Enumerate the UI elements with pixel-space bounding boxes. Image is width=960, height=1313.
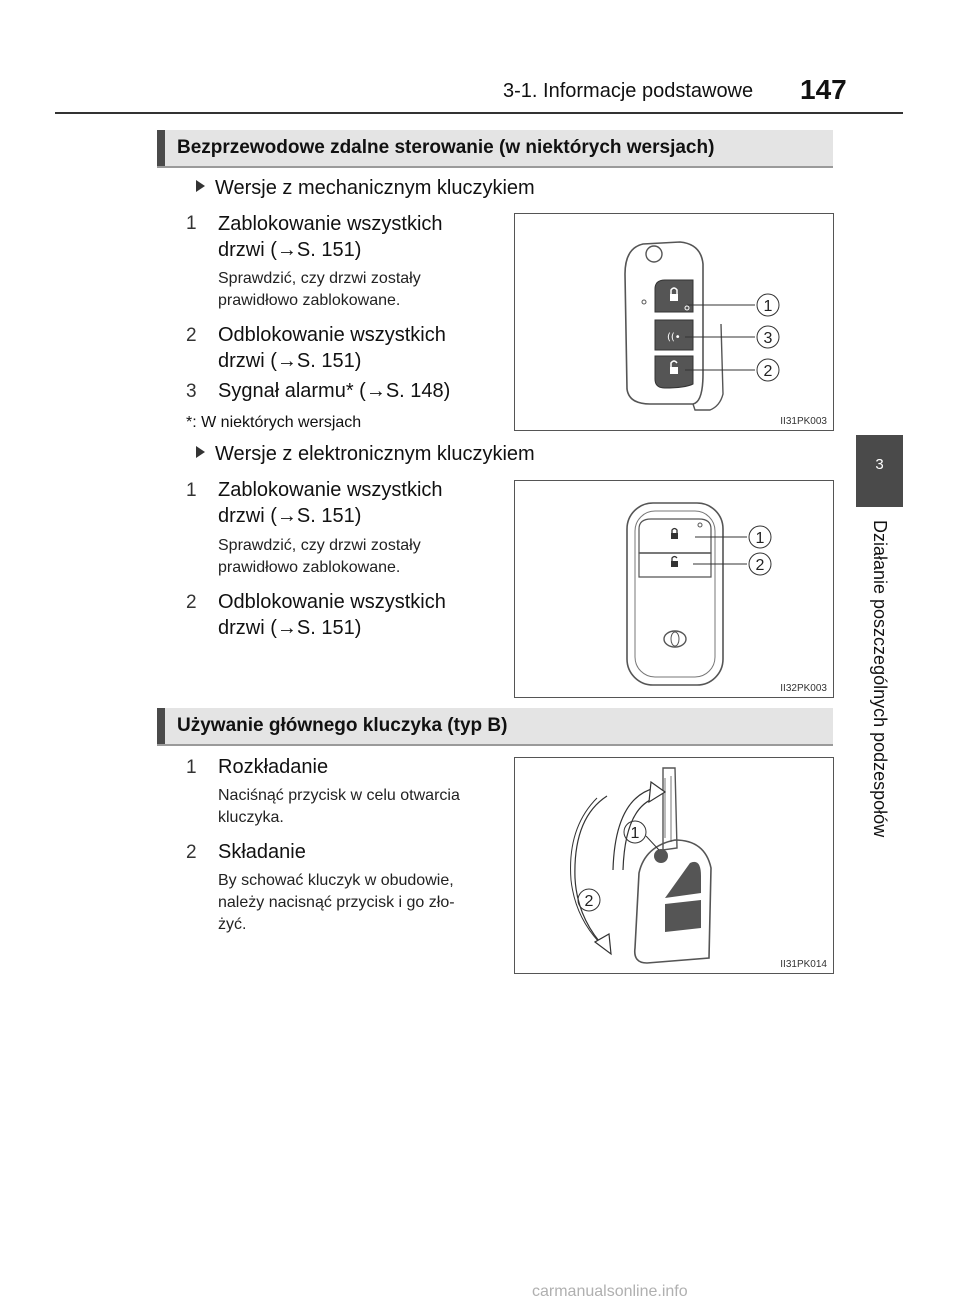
figure-electronic-key [514, 480, 834, 698]
item-number: 1 [186, 757, 197, 778]
item-number: 1 [186, 213, 197, 234]
item-number: 3 [186, 381, 197, 402]
item-title: drzwi (→S. 151) [218, 617, 362, 639]
item-description: żyć. [218, 916, 247, 933]
item-number: 2 [186, 592, 197, 613]
subheading-mechanical: Wersje z mechanicznym kluczykiem [196, 177, 535, 200]
item-title: Odblokowanie wszystkich [218, 591, 446, 613]
item-title: drzwi (→S. 151) [218, 239, 362, 261]
subheading-electronic: Wersje z elektronicznym kluczykiem [196, 443, 535, 466]
fold-key-illustration [515, 758, 835, 975]
flip-key-illustration [515, 214, 835, 432]
watermark: carmanualsonline.info [532, 1283, 688, 1300]
item-description: Sprawdzić, czy drzwi zostały [218, 537, 421, 554]
item-title: Sygnał alarmu* (→S. 148) [218, 380, 451, 402]
item-title: drzwi (→S. 151) [218, 350, 362, 372]
figure-mechanical-key [514, 213, 834, 431]
triangle-bullet-icon [196, 446, 205, 458]
item-description: prawidłowo zablokowane. [218, 559, 401, 576]
section-underline [157, 744, 833, 746]
item-title: Składanie [218, 841, 306, 863]
callout-label: 1 [755, 530, 765, 547]
item-title: drzwi (→S. 151) [218, 505, 362, 527]
item-number: 2 [186, 842, 197, 863]
item-title: Odblokowanie wszystkich [218, 324, 446, 346]
chapter-title: Działanie poszczególnych podzespołów [870, 520, 890, 838]
callout-label: 2 [755, 557, 765, 574]
item-description: Sprawdzić, czy drzwi zostały [218, 270, 421, 287]
triangle-bullet-icon [196, 180, 205, 192]
callout-label: 1 [763, 298, 773, 315]
figure-code: II32PK003 [780, 683, 827, 694]
footnote: *: W niektórych wersjach [186, 414, 362, 431]
item-description: By schować kluczyk w obudowie, [218, 872, 454, 889]
callout-label: 3 [763, 330, 773, 347]
section-underline [157, 166, 833, 168]
section-heading-master-key: Używanie głównego kluczyka (typ B) [157, 708, 833, 744]
figure-master-key-fold [514, 757, 834, 974]
callout-label: 1 [630, 825, 640, 842]
figure-code: II31PK003 [780, 416, 827, 427]
page-number: 147 [800, 74, 847, 105]
header-rule [55, 112, 903, 114]
callout-label: 2 [763, 363, 773, 380]
item-description: kluczyka. [218, 809, 284, 826]
svg-text:((•: ((• [667, 332, 681, 343]
item-description: prawidłowo zablokowane. [218, 292, 401, 309]
chapter-tab: 3 [856, 435, 903, 507]
figure-code: II31PK014 [780, 959, 827, 970]
running-header-section: 3-1. Informacje podstawowe [503, 80, 754, 102]
item-description: należy nacisnąć przycisk i go zło- [218, 894, 455, 911]
item-title: Zablokowanie wszystkich [218, 213, 443, 235]
section-heading-remote: Bezprzewodowe zdalne sterowanie (w niektórych wersjach) [157, 130, 833, 166]
item-description: Naciśnąć przycisk w celu otwarcia [218, 787, 460, 804]
item-number: 1 [186, 480, 197, 501]
smart-key-illustration [515, 481, 835, 699]
item-title: Zablokowanie wszystkich [218, 479, 443, 501]
item-title: Rozkładanie [218, 756, 329, 778]
callout-label: 2 [584, 893, 594, 910]
item-number: 2 [186, 325, 197, 346]
